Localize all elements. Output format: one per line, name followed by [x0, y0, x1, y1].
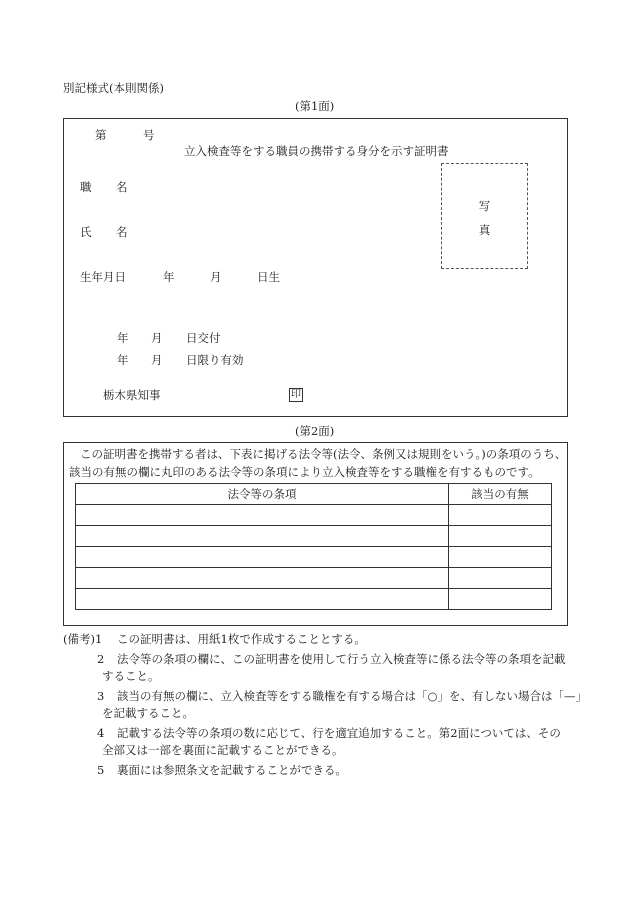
- shi-label: 氏: [80, 225, 92, 239]
- table-row: [76, 568, 552, 589]
- photo-label-1: 写: [478, 199, 491, 213]
- applicable-cell: [449, 505, 552, 526]
- name-label: 名: [116, 225, 128, 239]
- certificate-heading: 立入検査等をする職員の携帯する身分を示す証明書: [184, 144, 449, 158]
- birth-year: 年: [163, 270, 175, 284]
- note-4-number: 4: [97, 726, 105, 740]
- table-row: [76, 589, 552, 610]
- applicable-cell: [449, 568, 552, 589]
- shoku-label: 職: [80, 180, 92, 194]
- mei-label: 名: [116, 180, 128, 194]
- note-3-number: 3: [97, 689, 105, 703]
- table-row: [76, 547, 552, 568]
- note-2-line1: 法令等の条項の欄に、この証明書を使用して行う立入検査等に係る法令等の条項を記載: [117, 652, 566, 666]
- law-cell: [76, 547, 449, 568]
- note-1: この証明書は、用紙1枚で作成することとする。: [117, 632, 366, 646]
- note-4-line2: 全部又は一部を裏面に記載することができる。: [102, 743, 344, 757]
- valid-month: 月: [151, 353, 163, 367]
- valid-day: 日限り有効: [186, 353, 244, 367]
- law-cell: [76, 568, 449, 589]
- law-cell: [76, 505, 449, 526]
- side2-text-line1: この証明書を携帯する者は、下表に掲げる法令等(法令、条例又は規則をいう。)の条項のうち、: [80, 447, 567, 461]
- law-cell: [76, 589, 449, 610]
- issue-year: 年: [117, 331, 129, 345]
- column-header-applicable: 該当の有無: [449, 484, 552, 505]
- table-row: [76, 505, 552, 526]
- note-2-line2: すること。: [102, 669, 160, 683]
- side2-title: (第2面): [295, 424, 335, 438]
- law-cell: [76, 526, 449, 547]
- issue-month: 月: [151, 331, 163, 345]
- side1-title: (第1面): [295, 99, 335, 113]
- seal-mark: 印: [291, 389, 301, 400]
- photo-box: [441, 163, 528, 269]
- number-go: 号: [143, 128, 155, 142]
- side2-text-line2: 該当の有無の欄に丸印のある法令等の条項により立入検査等をする職権を有するものです。: [69, 465, 540, 479]
- number-dai: 第: [95, 128, 107, 142]
- issue-day: 日交付: [186, 331, 221, 345]
- table-row: [76, 526, 552, 547]
- note-5: 裏面には参照条文を記載することができる。: [117, 763, 347, 777]
- note-5-number: 5: [97, 763, 105, 777]
- applicable-cell: [449, 526, 552, 547]
- applicable-cell: [449, 547, 552, 568]
- issuer: 栃木県知事: [103, 388, 161, 402]
- table-header-row: [76, 484, 552, 505]
- law-table: [75, 483, 552, 610]
- birth-day: 日生: [257, 270, 280, 284]
- photo-label-2: 真: [478, 223, 491, 237]
- form-label: 別記様式(本則関係): [63, 81, 164, 95]
- applicable-cell: [449, 589, 552, 610]
- valid-year: 年: [117, 353, 129, 367]
- notes-label: (備考)1: [63, 632, 103, 646]
- note-2-number: 2: [97, 652, 105, 666]
- note-3-line2: を記載すること。: [102, 706, 194, 720]
- column-header-law: 法令等の条項: [76, 484, 449, 505]
- birth-month: 月: [210, 270, 222, 284]
- birth-label: 生年月日: [80, 270, 126, 284]
- note-4-line1: 記載する法令等の条項の数に応じて、行を適宜追加すること。第2面については、その: [117, 726, 561, 740]
- note-3-line1: 該当の有無の欄に、立入検査等をする職権を有する場合は「○」を、有しない場合は「—」: [117, 689, 588, 703]
